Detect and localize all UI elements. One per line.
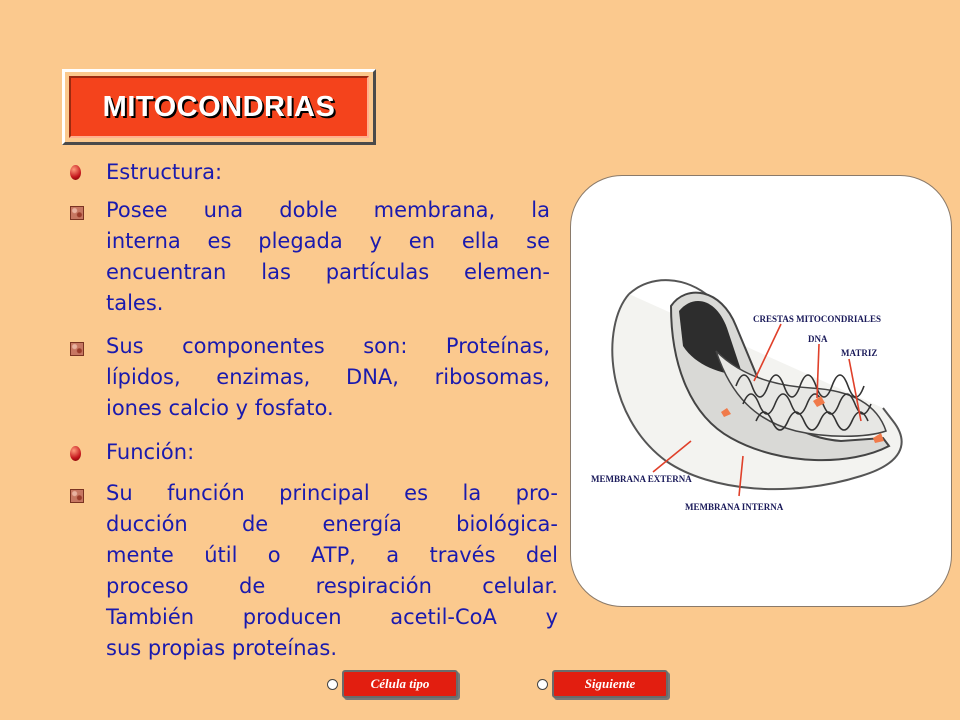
- text-line: iones calcio y fosfato.: [106, 396, 334, 420]
- text-line: proceso de respiración celular.: [106, 574, 558, 598]
- bullet-square-icon: [70, 206, 84, 220]
- title-banner-inner: [69, 76, 369, 138]
- estructura-heading: Estructura:: [106, 160, 223, 184]
- bullet-oval-icon: [70, 446, 81, 461]
- prev-button[interactable]: [327, 670, 458, 698]
- radio-dot-icon: [537, 679, 548, 690]
- text-line: Sus componentes son: Proteínas,: [106, 334, 550, 358]
- text-line: Posee una doble membrana, la: [106, 198, 550, 222]
- mitochondria-diagram: [571, 176, 952, 607]
- label-membrana-interna: MEMBRANA INTERNA: [685, 502, 784, 512]
- estructura-paragraph-2: [106, 331, 550, 424]
- label-dna: DNA: [808, 334, 828, 344]
- radio-dot-icon: [327, 679, 338, 690]
- text-line: Su función principal es la pro-: [106, 481, 558, 505]
- bullet-square-icon: [70, 342, 84, 356]
- mitochondria-illustration-card: [570, 175, 952, 607]
- funcion-heading: Función:: [106, 440, 195, 464]
- text-line: También producen acetil-CoA y: [106, 605, 558, 629]
- next-button[interactable]: [537, 670, 668, 698]
- text-line: sus propias proteínas.: [106, 636, 337, 660]
- text-line: interna es plegada y en ella se: [106, 229, 550, 253]
- next-button-label[interactable]: Siguiente: [552, 670, 668, 698]
- text-line: mente útil o ATP, a través del: [106, 543, 558, 567]
- estructura-paragraph-1: [106, 195, 550, 319]
- label-membrana-externa: MEMBRANA EXTERNA: [591, 474, 692, 484]
- page-title: MITOCONDRIAS: [102, 90, 336, 123]
- label-matriz: MATRIZ: [841, 348, 878, 358]
- text-line: encuentran las partículas elemen-: [106, 260, 550, 284]
- text-line: lípidos, enzimas, DNA, ribosomas,: [106, 365, 550, 389]
- text-line: ducción de energía biológica-: [106, 512, 558, 536]
- text-line: tales.: [106, 291, 164, 315]
- funcion-paragraph: [106, 478, 558, 664]
- bullet-square-icon: [70, 489, 84, 503]
- title-banner: [62, 69, 376, 145]
- label-crestas: CRESTAS MITOCONDRIALES: [753, 314, 881, 324]
- bullet-oval-icon: [70, 165, 81, 180]
- prev-button-label[interactable]: Célula tipo: [342, 670, 458, 698]
